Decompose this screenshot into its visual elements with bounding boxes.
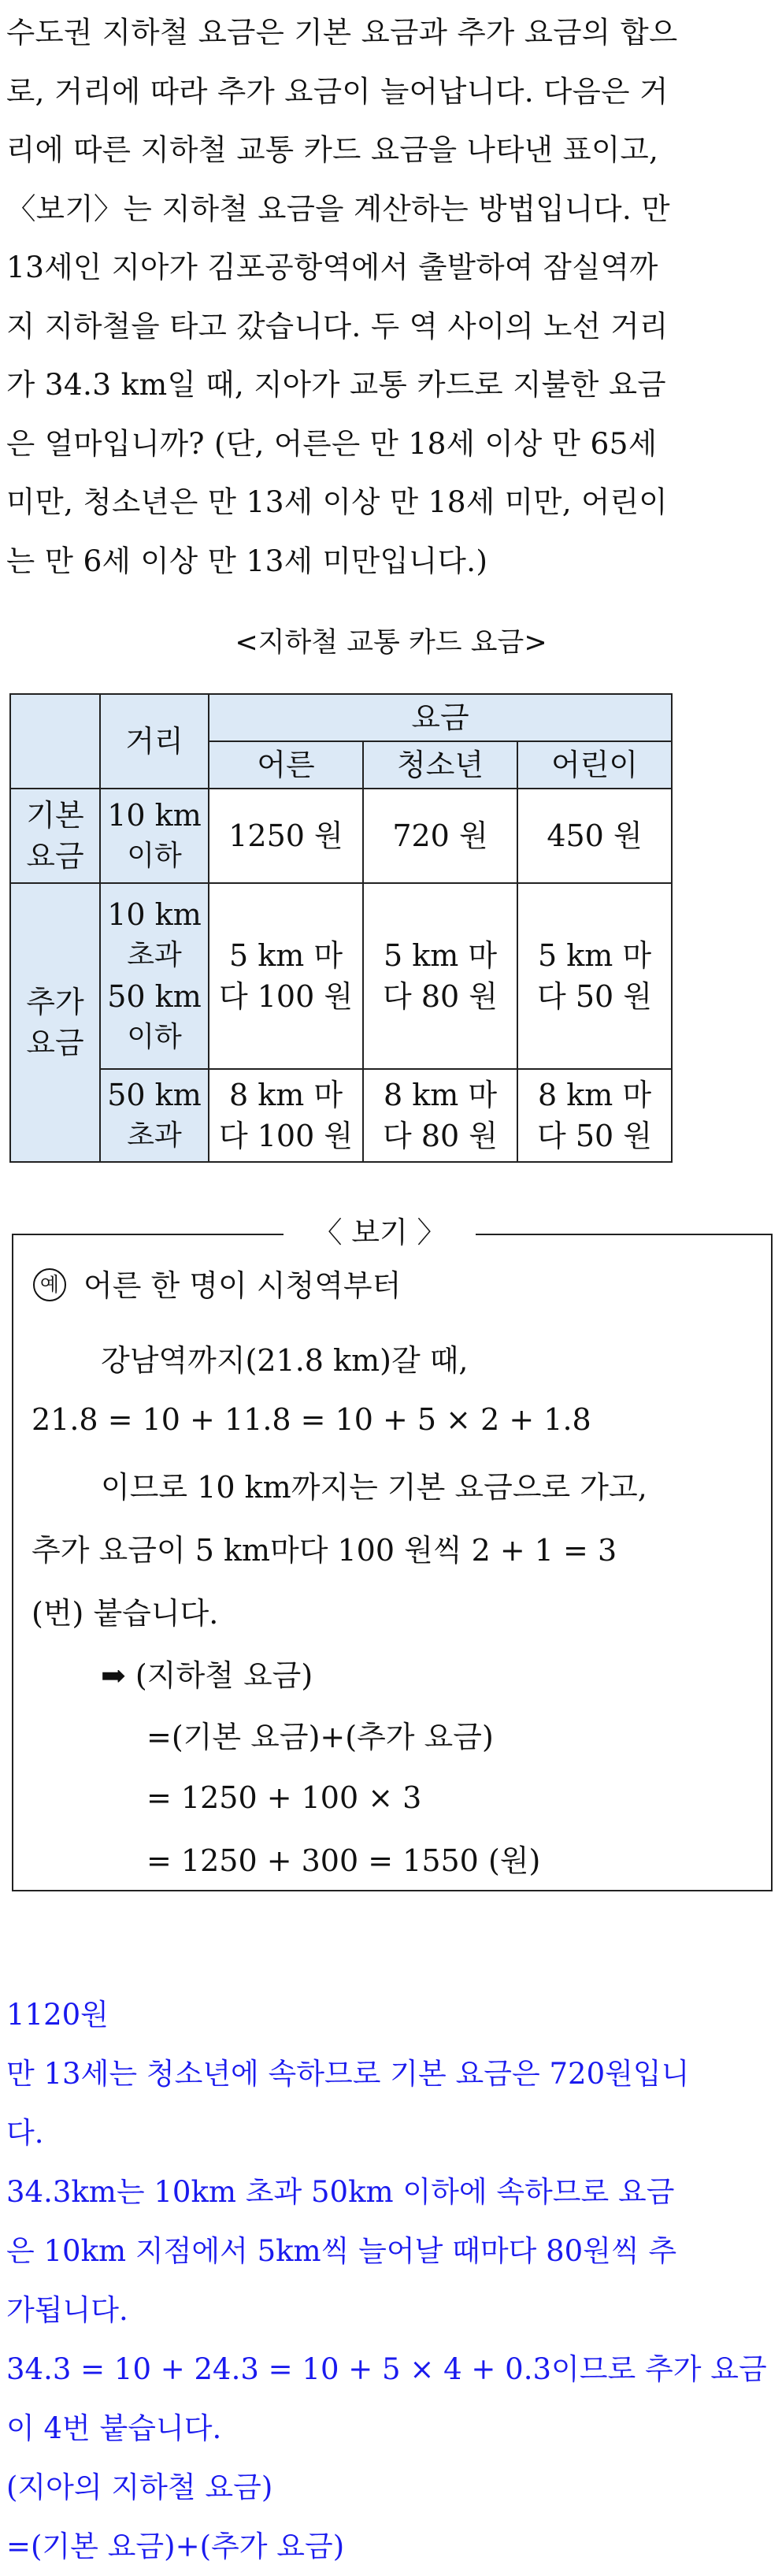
problem-line: 은 얼마입니까? (단, 어른은 만 18세 이상 만 65세 bbox=[6, 425, 658, 461]
example-line: 21.8 = 10 + 11.8 = 10 + 5 × 2 + 1.8 bbox=[32, 1402, 591, 1437]
example-line: =(기본 요금)+(추가 요금) bbox=[146, 1720, 494, 1754]
extra-fare-adult bbox=[209, 883, 363, 1069]
problem-line: 리에 따른 지하철 교통 카드 요금을 나타낸 표이고, bbox=[6, 132, 659, 167]
problem-text bbox=[6, 3, 774, 590]
problem-line: 는 만 6세 이상 만 13세 미만입니다.) bbox=[6, 543, 488, 578]
extra-distance-cell bbox=[100, 883, 209, 1069]
answer-line: 은 10km 지점에서 5km씩 늘어날 때마다 80원씩 추 bbox=[6, 2234, 677, 2268]
base-fare-label bbox=[10, 789, 100, 883]
extra-fare-youth bbox=[363, 1069, 517, 1162]
extra-distance-cell bbox=[100, 1069, 209, 1162]
base-fare-adult: 1250 원 bbox=[209, 789, 363, 883]
extra-fare-line: 다 50 원 bbox=[537, 1119, 652, 1153]
base-distance-cell bbox=[100, 789, 209, 883]
problem-line: 로, 거리에 따라 추가 요금이 늘어납니다. 다음은 거 bbox=[6, 73, 669, 109]
extra-fare-line: 다 80 원 bbox=[383, 979, 498, 1014]
example-line: = 1250 + 100 × 3 bbox=[146, 1780, 422, 1815]
extra-fare-line: 다 100 원 bbox=[218, 1119, 354, 1153]
extra-fare-line: 다 50 원 bbox=[537, 979, 652, 1014]
example-line: (번) 붙습니다. bbox=[32, 1596, 219, 1631]
example-line: 이므로 10 km까지는 기본 요금으로 가고, bbox=[101, 1470, 647, 1505]
column-header-adult: 어른 bbox=[209, 741, 363, 789]
extra-fare-child bbox=[517, 1069, 672, 1162]
table-title: <지하철 교통 카드 요금> bbox=[235, 627, 547, 659]
extra-fare-youth bbox=[363, 883, 517, 1069]
base-distance-qualifier: 이하 bbox=[127, 840, 182, 872]
example-box-title: 〈 보기 〉 bbox=[284, 1210, 476, 1256]
answer-line: 가됩니다. bbox=[6, 2293, 128, 2327]
base-fare-child: 450 원 bbox=[517, 789, 672, 883]
extra-fare-line: 5 km 마 bbox=[228, 938, 343, 973]
extra-fare-line: 8 km 마 bbox=[383, 1078, 498, 1112]
extra-fare-label-line: 추가 bbox=[26, 985, 84, 1019]
base-distance-value: 10 km bbox=[107, 798, 202, 833]
extra-fare-line: 다 100 원 bbox=[218, 979, 354, 1014]
answer-line: 1120원 bbox=[6, 1998, 109, 2032]
example-marker-icon bbox=[33, 1268, 66, 1301]
example-line: 어른 한 명이 시청역부터 bbox=[83, 1268, 402, 1303]
extra-fare-line: 다 80 원 bbox=[383, 1119, 498, 1153]
base-fare-youth: 720 원 bbox=[363, 789, 517, 883]
fare-table bbox=[9, 693, 673, 1163]
problem-line: 수도권 지하철 요금은 기본 요금과 추가 요금의 합으 bbox=[6, 15, 678, 50]
answer-explanation bbox=[6, 1985, 774, 2576]
extra-fare-line: 5 km 마 bbox=[537, 938, 652, 973]
extra-fare-label bbox=[10, 883, 100, 1162]
problem-line: 가 34.3 km일 때, 지아가 교통 카드로 지불한 요금 bbox=[6, 367, 666, 402]
example-marker-label: 예 bbox=[39, 1273, 60, 1296]
base-fare-label-line: 요금 bbox=[26, 839, 84, 874]
problem-line: 〈보기〉는 지하철 요금을 계산하는 방법입니다. 만 bbox=[6, 191, 670, 226]
answer-line: 34.3km는 10km 초과 50km 이하에 속하므로 요금 bbox=[6, 2175, 675, 2209]
answer-line: 만 13세는 청소년에 속하므로 기본 요금은 720원입니 bbox=[6, 2057, 690, 2091]
example-line: = 1250 + 300 = 1550 (원) bbox=[146, 1843, 541, 1878]
problem-line: 지 지하철을 타고 갔습니다. 두 역 사이의 노선 거리 bbox=[6, 308, 669, 343]
problem-line: 미만, 청소년은 만 13세 이상 만 18세 미만, 어린이 bbox=[6, 484, 668, 519]
extra-distance-line: 10 km bbox=[107, 897, 202, 932]
extra-fare-adult bbox=[209, 1069, 363, 1162]
base-fare-label-line: 기본 bbox=[26, 798, 84, 833]
column-header-youth: 청소년 bbox=[363, 741, 517, 789]
distance-header: 거리 bbox=[100, 694, 209, 789]
extra-distance-line: 초과 bbox=[127, 939, 182, 971]
answer-line: 다. bbox=[6, 2116, 44, 2150]
answer-line: 34.3 = 10 + 24.3 = 10 + 5 × 4 + 0.3이므로 추가 요금 bbox=[6, 2352, 767, 2386]
example-line: 추가 요금이 5 km마다 100 원씩 2 + 1 = 3 bbox=[32, 1533, 617, 1568]
corner-cell bbox=[10, 694, 100, 789]
example-line: 강남역까지(21.8 km)갈 때, bbox=[101, 1343, 469, 1378]
extra-distance-line: 50 km bbox=[107, 979, 202, 1014]
answer-line: 이 4번 붙습니다. bbox=[6, 2411, 222, 2445]
extra-fare-child bbox=[517, 883, 672, 1069]
extra-fare-line: 5 km 마 bbox=[383, 938, 498, 973]
extra-distance-line: 50 km bbox=[107, 1078, 202, 1112]
column-header-child: 어린이 bbox=[517, 741, 672, 789]
extra-distance-line: 이하 bbox=[127, 1021, 182, 1053]
extra-distance-line: 초과 bbox=[127, 1119, 182, 1152]
example-line: ➡ (지하철 요금) bbox=[101, 1658, 313, 1693]
answer-line: =(기본 요금)+(추가 요금) bbox=[6, 2530, 345, 2563]
extra-fare-line: 8 km 마 bbox=[228, 1078, 343, 1112]
extra-fare-line: 8 km 마 bbox=[537, 1078, 652, 1112]
problem-line: 13세인 지아가 김포공항역에서 출발하여 잠실역까 bbox=[6, 250, 658, 284]
answer-line: (지아의 지하철 요금) bbox=[6, 2470, 273, 2504]
extra-fare-label-line: 요금 bbox=[26, 1026, 84, 1060]
fare-header: 요금 bbox=[209, 694, 672, 741]
